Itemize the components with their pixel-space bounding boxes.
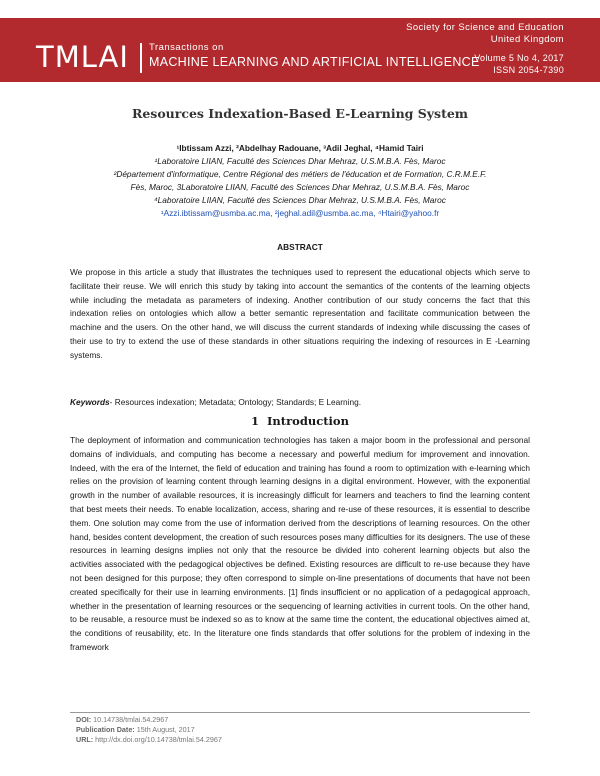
abstract-heading: ABSTRACT [277, 242, 323, 252]
url-line [76, 735, 222, 745]
author-emails[interactable]: ¹Azzi.ibtissam@usmba.ac.ma, ²jeghal.adil@usmba.ac.ma, ⁴Htairi@yahoo.fr [160, 208, 440, 218]
society-country: United Kingdom [490, 34, 564, 45]
keywords-label: Keywords [70, 397, 110, 407]
pubdate-value: 15th August, 2017 [136, 725, 195, 734]
issn: ISSN 2054-7390 [493, 65, 564, 75]
url-label: URL: [76, 735, 94, 744]
keywords-line [70, 396, 530, 410]
volume-info: Volume 5 No 4, 2017 [474, 53, 564, 63]
society-name: Society for Science and Education [406, 22, 564, 33]
series-title: MACHINE LEARNING AND ARTIFICIAL INTELLIGENCE [149, 55, 480, 69]
journal-logo: TMLAI [36, 40, 129, 74]
volume-block [474, 52, 564, 76]
introduction-text: The deployment of information and communication technologies has taken a major boom in the professional and personal domains of individuals, and computing has become a necessary and powerful medium for improvement and innovation. Indeed, with the era of the Internet, the field of education and training has found a room to optimization with e-learning which relies on the provision of learning content through learning designs in a digital environment. However, with the exponential growth in the number of available resources, it is increasingly difficult for learners and teachers to find the learning content that best meets their needs. To enable localization, access, sharing and re-use of these resources, it is essential to describe them. One solution may come from the use of information derived from the descriptions of learning resources. On the other hand, besides content development, the creation of such resources poses many difficulties for its designers. The use of these resources in learning designs implies not only that the resource be divided into coherent learning objects but also the activities associated with the pedagogical objectives be defined. Existing resources are difficult to re-use because they have not been designed for this purpose; they often correspond to simple on-line presentations of documents that have not been created specifically for their use in learning environments. [1] finds insufficient or no application of a pedagogical approach, whether in the presentation of learning resources or the sequencing of learning activities in current tools. On the other hand, to be reusable, a resource must be indexed so as to know at the same time the content, the educational objectives aimed at, the conditions of reusability, etc. In the literature one finds standards that offer solutions for the problem of indexing in the framework [70, 435, 530, 652]
section-number: 1 [251, 414, 260, 428]
pubdate-label: Publication Date: [76, 725, 135, 734]
section-title: Introduction [267, 414, 349, 428]
doi-value[interactable]: 10.14738/tmlai.54.2967 [93, 715, 169, 724]
abstract-text: We propose in this article a study that illustrates the techniques used to represent the educational objects which serve to facilitate their reuse. We will enrich this study by taking into account the semantics of the contents of the learning objects while including the metadata as parameters of indexing. Another contribution of our study concerns the fact that this indexation relies on ontologies which allow a better semantic representation and facilitate communication between the machine and the users. On the other hand, we will discuss the current standards of indexing while discussing the cases of their use to try to extend the use of these standards in other situations requiring the indexing of resources in E -Learning systems. [70, 267, 530, 360]
series-label: Transactions on [149, 42, 224, 53]
keywords-list: - Resources indexation; Metadata; Ontology; Standards; E Learning. [109, 397, 362, 407]
doi-line [76, 715, 222, 725]
affiliation-1: ¹Laboratoire LIIAN, Faculté des Sciences Dhar Mehraz, U.S.M.B.A. Fès, Maroc [154, 156, 446, 166]
affiliation-4: ⁴Laboratoire LIIAN, Faculté des Sciences Dhar Mehraz, U.S.M.B.A. Fès, Maroc [154, 195, 446, 205]
footer-divider [70, 712, 530, 713]
affiliation-2-cont: Fès, Maroc, 3Laboratoire LIIAN, Faculté des Sciences Dhar Mehraz, U.S.M.B.A. Fès, Maroc [130, 182, 470, 192]
pubdate-line [76, 725, 222, 735]
doi-label: DOI: [76, 715, 92, 724]
url-link[interactable]: http://dx.doi.org/10.14738/tmlai.54.2967 [95, 735, 222, 744]
author-names: ¹Ibtissam Azzi, ²Abdelhay Radouane, ³Adil Jeghal, ⁴Hamid Tairi [176, 143, 424, 153]
section-heading [0, 414, 600, 428]
affiliation-2: ²Département d'informatique, Centre Régional des métiers de l'éducation et de Formation, C.R.M.E.F. [113, 169, 487, 179]
society-block [406, 22, 564, 46]
logo-divider [140, 43, 142, 73]
paper-title: Resources Indexation-Based E-Learning System [131, 106, 469, 121]
footer-block [76, 715, 222, 745]
author-block [0, 142, 600, 220]
journal-banner [0, 18, 600, 82]
